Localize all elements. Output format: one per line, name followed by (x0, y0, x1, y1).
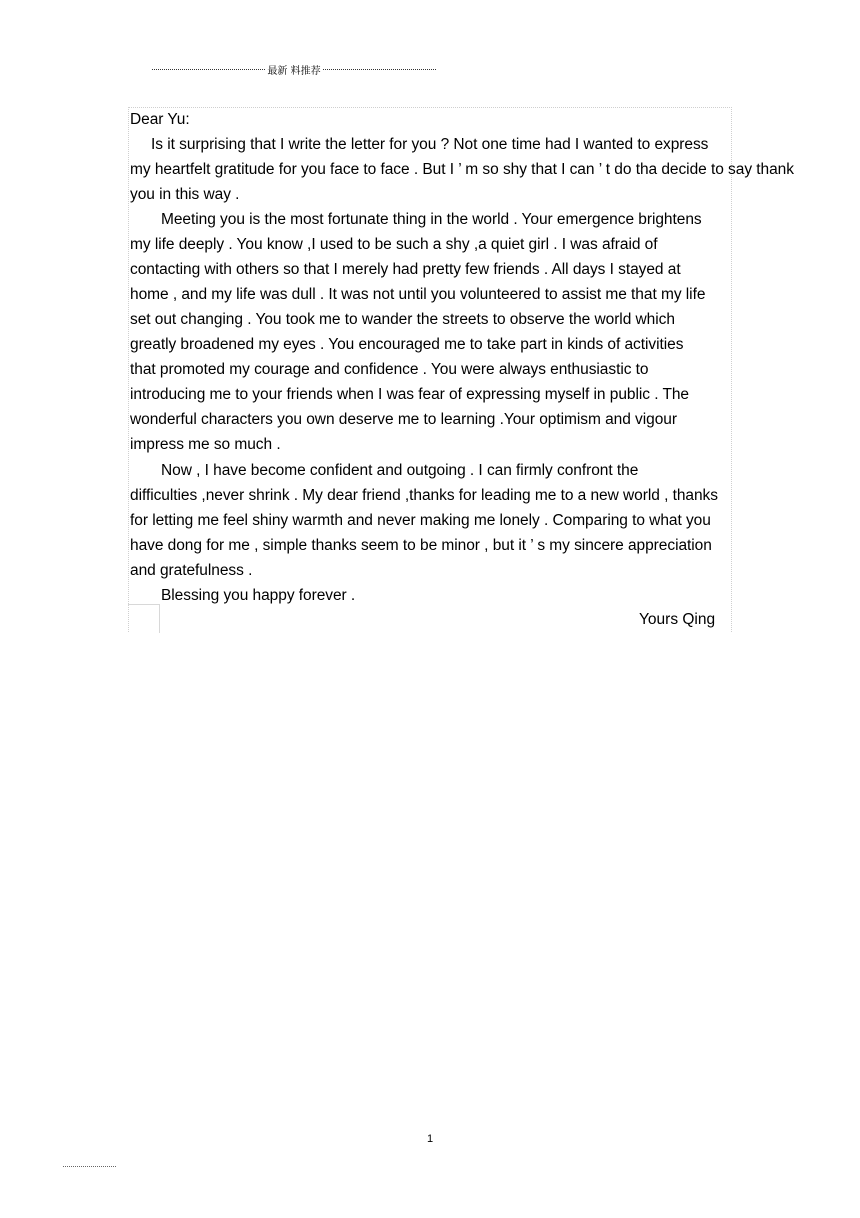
letter-line: Now , I have become confident and outgoing . I can firmly confront the (161, 462, 639, 479)
letter-line: for letting me feel shiny warmth and never making me lonely . Comparing to what you (130, 512, 711, 529)
letter-line: have dong for me , simple thanks seem to be minor , but it ’ s my sincere appreciation (130, 537, 712, 554)
page-header (152, 62, 436, 77)
header-dots-right (323, 69, 436, 70)
page-number: 1 (427, 1133, 434, 1145)
letter-line: my life deeply . You know ,I used to be such a shy ,a quiet girl . I was afraid of (130, 236, 658, 253)
letter-line: difficulties ,never shrink . My dear friend ,thanks for leading me to a new world , thanks (130, 487, 718, 504)
letter-line: contacting with others so that I merely had pretty few friends . All days I stayed at (130, 261, 681, 278)
letter-line: my heartfelt gratitude for you face to face . But I ’ m so shy that I can ’ t do tha decide to say thank (130, 161, 794, 178)
letter-line: introducing me to your friends when I was fear of expressing myself in public . The (130, 386, 690, 403)
letter-line: Is it surprising that I write the letter for you ? Not one time had I wanted to express (151, 136, 709, 153)
letter-line: impress me so much . (130, 436, 281, 453)
header-dots-left (152, 69, 265, 70)
letter-line: home , and my life was dull . It was not until you volunteered to assist me that my life (130, 286, 706, 303)
letter-line: Meeting you is the most fortunate thing in the world . Your emergence brightens (161, 211, 702, 228)
header-text: 最新 料推荐 (267, 66, 321, 77)
letter-line: set out changing . You took me to wander the streets to observe the world which (130, 311, 675, 328)
letter-line: you in this way . (130, 186, 240, 203)
footer-dots (63, 1166, 116, 1167)
salutation: Dear Yu: (130, 111, 190, 128)
signature: Yours Qing (639, 611, 716, 628)
letter-line: and gratefulness . (130, 562, 253, 579)
corner-mark (128, 604, 160, 633)
letter-line: wonderful characters you own deserve me to learning .Your optimism and vigour (130, 411, 677, 428)
letter-line: Blessing you happy forever . (161, 587, 356, 604)
letter-line: that promoted my courage and confidence . You were always enthusiastic to (130, 361, 649, 378)
letter-line: greatly broadened my eyes . You encouraged me to take part in kinds of activities (130, 336, 684, 353)
